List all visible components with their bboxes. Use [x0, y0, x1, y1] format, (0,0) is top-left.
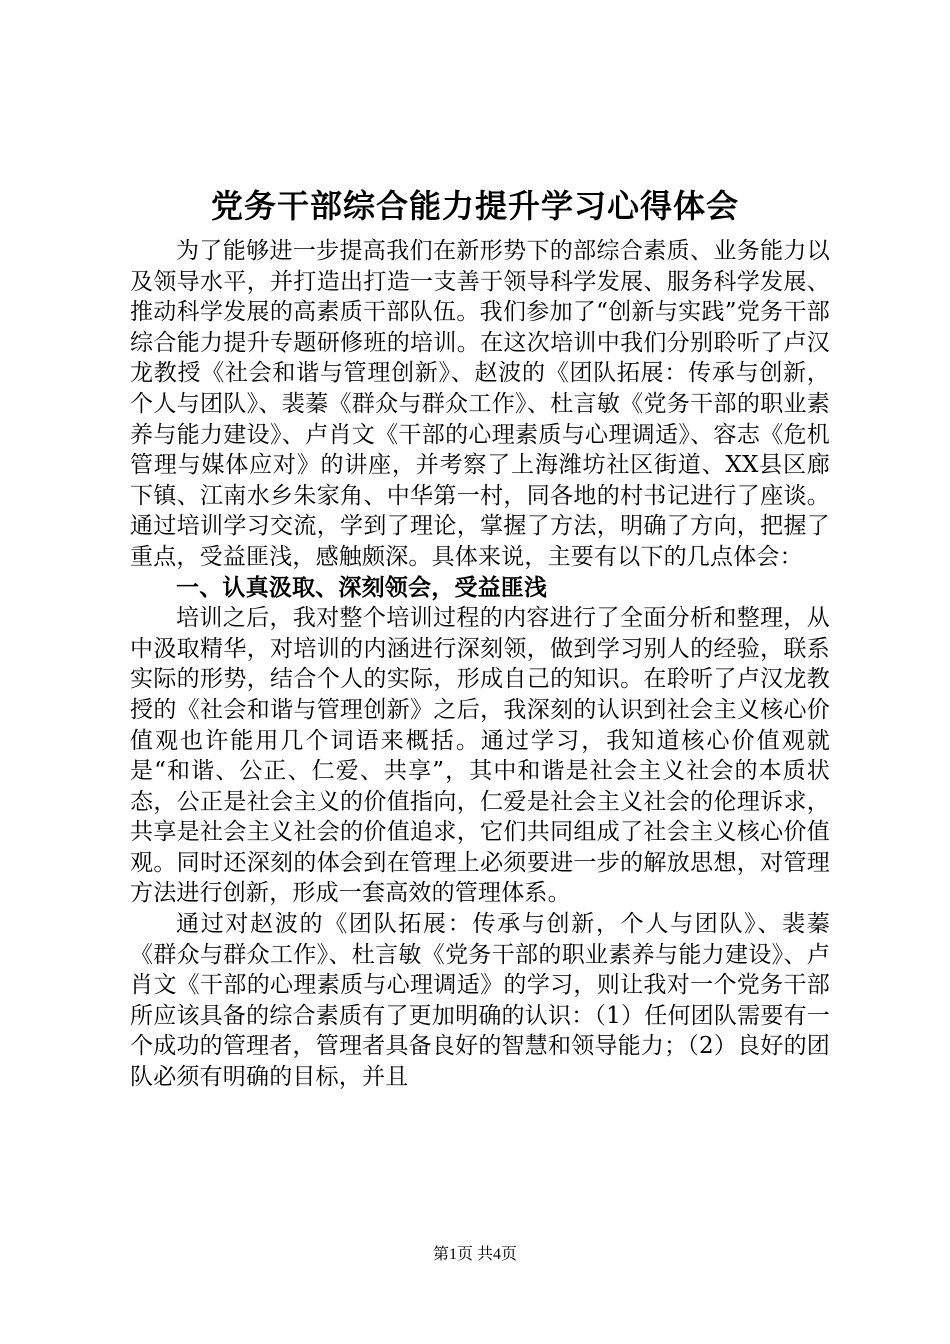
document-title: 党务干部综合能力提升学习心得体会	[210, 187, 739, 225]
page-number-footer: 第1页 共4页	[432, 1246, 517, 1263]
paragraph-intro: 为了能够进一步提高我们在新形势下的部综合素质、业务能力以及领导水平，并打造出打造一支善于领导科学发展、服务科学发展、推动科学发展的高素质干部队伍。我们参加了“创新与实践”党务干部综合能力提升专题研修班的培训。在这次培训中我们分别聆听了卢汉龙教授《社会和谐与管理创新》、赵波的《团队拓展：传承与创新，个人与团队》、裴蓁《群众与群众工作》、杜言敏《党务干部的职业素养与能力建设》、卢肖文《干部的心理素质与心理调适》、容志《危机管理与媒体应对》的讲座，并考察了上海潍坊社区街道、XX县区廊下镇、江南水乡朱家角、中华第一村，同各地的村书记进行了座谈。通过培训学习交流，学到了理论，掌握了方法，明确了方向，把握了重点，受益匪浅，感触颇深。具体来说，主要有以下的几点体会：	[130, 238, 830, 570]
paragraph-section-1: 培训之后，我对整个培训过程的内容进行了全面分析和整理，从中汲取精华，对培训的内涵进行深刻领，做到学习别人的经验，联系实际的形势，结合个人的实际，形成自己的知识。在聆听了卢汉龙教授的《社会和谐与管理创新》之后，我深刻的认识到社会主义核心价值观也许能用几个词语来概括。通过学习，我知道核心价值观就是“和谐、公正、仁爱、共享”，其中和谐是社会主义社会的本质状态，公正是社会主义的价值指向，仁爱是社会主义社会的伦理诉求，共享是社会主义社会的价值追求，它们共同组成了社会主义核心价值观。同时还深刻的体会到在管理上必须要进一步的解放思想，对管理方法进行创新，形成一套高效的管理体系。	[130, 605, 830, 907]
paragraph-section-2: 通过对赵波的《团队拓展：传承与创新，个人与团队》、裴蓁《群众与群众工作》、杜言敏《党务干部的职业素养与能力建设》、卢肖文《干部的心理素质与心理调适》的学习，则让我对一个党务干部所应该具备的综合素质有了更加明确的认识：（1）任何团队需要有一个成功的管理者，管理者具备良好的智慧和领导能力；（2）良好的团队必须有明确的目标，并且	[130, 911, 830, 1091]
document-body	[130, 236, 830, 1093]
section-heading: 一、认真汲取、深刻领会，受益匪浅	[176, 574, 548, 601]
